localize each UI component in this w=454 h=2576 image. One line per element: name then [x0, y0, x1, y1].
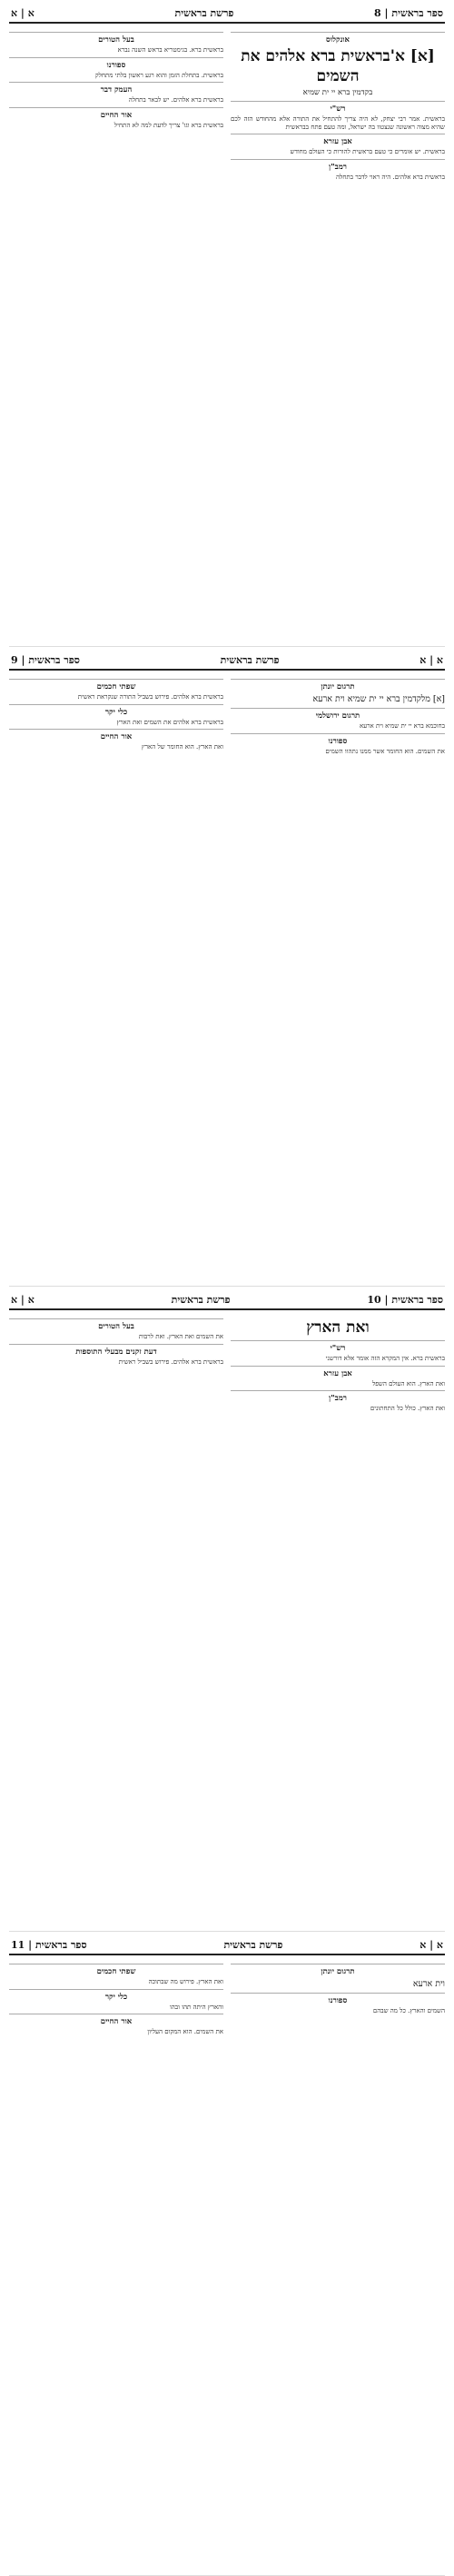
kli-yakar-heading: כלי יקר — [9, 704, 223, 717]
verse-title: [א] א'בראשית ברא אלהים את השמים — [241, 47, 435, 85]
running-header-left: ספר בראשית | 11 — [11, 1939, 87, 1951]
main-column — [231, 676, 445, 755]
siftei-chachamim-text: ואת הארץ. פירוש מה שבתוכה — [148, 1978, 223, 1985]
ohr-hachaim-heading: אור החיים — [9, 2014, 223, 2026]
page-10 — [9, 1287, 445, 1932]
running-header-right: ספר בראשית | 8 — [374, 7, 443, 19]
sforno-text: השמים והארץ. כל מה שבהם — [372, 2007, 445, 2014]
daat-zekenim-heading: דעת זקנים מבעלי התוספות — [9, 1344, 223, 1357]
ramban-text: ואת הארץ. כולל כל התחתונים — [370, 1405, 445, 1413]
running-header-right: א | א — [419, 1939, 443, 1951]
ibn-ezra-text: ואת הארץ. הוא העולם השפל — [371, 1379, 445, 1387]
running-header-center: פרשת בראשית — [174, 7, 234, 19]
sforno-heading: ספורנו — [231, 1993, 445, 2005]
main-column — [231, 1316, 445, 1413]
running-header — [9, 1292, 445, 1310]
verse-title: ואת הארץ — [306, 1318, 370, 1337]
ohr-hachaim-text: ואת הארץ. הוא החומר של הארץ — [141, 743, 223, 751]
running-header-center: פרשת בראשית — [220, 654, 280, 666]
page-8 — [9, 0, 445, 647]
rashi-heading: רש"י — [231, 101, 445, 114]
running-header-right: א | א — [419, 654, 443, 666]
ohr-hachaim-text: בראשית ברא וגו' צריך לדעת למה לא התחיל — [114, 121, 223, 129]
running-header-left: א | א — [11, 7, 35, 19]
targum-yonatan-heading: תרגום יונתן — [231, 679, 445, 691]
side-column — [9, 1961, 223, 2036]
haemek-heading: העמק דבר — [9, 82, 223, 94]
ohr-hachaim-text: את השמים. הוא המקום העליון — [147, 2028, 223, 2036]
kli-yakar-text: והארץ היתה תהו ובהו — [169, 2003, 223, 2011]
daat-zekenim-text: בראשית ברא אלהים. פירוש בשביל ראשית — [118, 1358, 223, 1366]
main-column — [231, 29, 445, 181]
running-header-left: א | א — [11, 1294, 35, 1306]
side-column — [9, 676, 223, 755]
rashi-heading: רש"י — [231, 1340, 445, 1353]
siftei-chachamim-text: בראשית ברא אלהים. פירוש בשביל התורה שנקראת ראשית — [77, 693, 223, 701]
page-11 — [9, 1932, 445, 2576]
kli-yakar-heading: כלי יקר — [9, 1989, 223, 2002]
side-column — [9, 29, 223, 181]
targum-yonatan-heading: תרגום יונתן — [231, 1964, 445, 1976]
running-header-right: ספר בראשית | 10 — [367, 1294, 443, 1306]
sforno-heading: ספורנו — [231, 733, 445, 746]
running-header — [9, 1937, 445, 1955]
running-header-center: פרשת בראשית — [223, 1939, 283, 1951]
ibn-ezra-heading: אבן עזרא — [231, 1366, 445, 1378]
running-header — [9, 5, 445, 24]
running-header-center: פרשת בראשית — [171, 1294, 231, 1306]
baal-haturim-text: בראשית ברא. בגימטריא בראש השנה נברא — [117, 46, 223, 54]
sforno-text: את השמים. הוא החומר אשר ממנו נתהוו השמים — [325, 747, 445, 755]
side-column — [9, 1316, 223, 1413]
ramban-heading: רמב"ן — [231, 159, 445, 172]
ramban-heading: רמב"ן — [231, 1390, 445, 1403]
page-9 — [9, 647, 445, 1287]
kli-yakar-text: בראשית ברא אלהים את השמים ואת הארץ — [116, 718, 223, 726]
ibn-ezra-text: בראשית. יש אומרים כי טעם בראשית להורות כי העולם מחודש — [290, 148, 445, 156]
baal-haturim-text: את השמים ואת הארץ. ואת לרבות — [138, 1333, 223, 1340]
baal-haturim-heading: בעל הטורים — [9, 32, 223, 45]
ohr-hachaim-heading: אור החיים — [9, 107, 223, 120]
targum-yerushalmi-text: בחוכמא ברא יי ית שמיא וית ארעא — [359, 722, 445, 730]
siftei-chachamim-heading: שפתי חכמים — [9, 679, 223, 691]
running-header — [9, 652, 445, 671]
onkelos-text: בקדמין ברא יי ית שמיא — [302, 88, 373, 97]
onkelos-heading: אונקלוס — [231, 32, 445, 45]
targum-yonatan-text: [א] מלקדמין ברא יי ית שמיא וית ארעא — [312, 694, 445, 704]
ramban-text: בראשית ברא אלהים. היה ראוי לדבר בתחלה — [335, 173, 445, 181]
ohr-hachaim-heading: אור החיים — [9, 729, 223, 741]
ibn-ezra-heading: אבן עזרא — [231, 134, 445, 146]
haemek-text: בראשית ברא אלהים. יש לבאר בתחלה — [128, 96, 223, 104]
rashi-text: בראשית ברא. אין המקרא הזה אומר אלא דורשני — [325, 1355, 445, 1362]
sforno-heading: ספורנו — [9, 57, 223, 70]
targum-yerushalmi-heading: תרגום ירושלמי — [231, 708, 445, 721]
rashi-text: בראשית. אמר רבי יצחק, לא היה צריך להתחיל את התורה אלא מהחודש הזה לכם שהיא מצוה ראשונה שנצטוו בה ישראל, ומה טעם פתח בבראשית — [231, 115, 445, 131]
baal-haturim-heading: בעל הטורים — [9, 1318, 223, 1331]
targum-yonatan-text: וית ארעא — [412, 1979, 445, 1989]
running-header-left: ספר בראשית | 9 — [11, 654, 80, 666]
siftei-chachamim-heading: שפתי חכמים — [9, 1964, 223, 1976]
main-column — [231, 1961, 445, 2036]
sforno-text: בראשית. בתחלת הזמן והוא רגע ראשון בלתי מתחלק — [94, 71, 223, 79]
